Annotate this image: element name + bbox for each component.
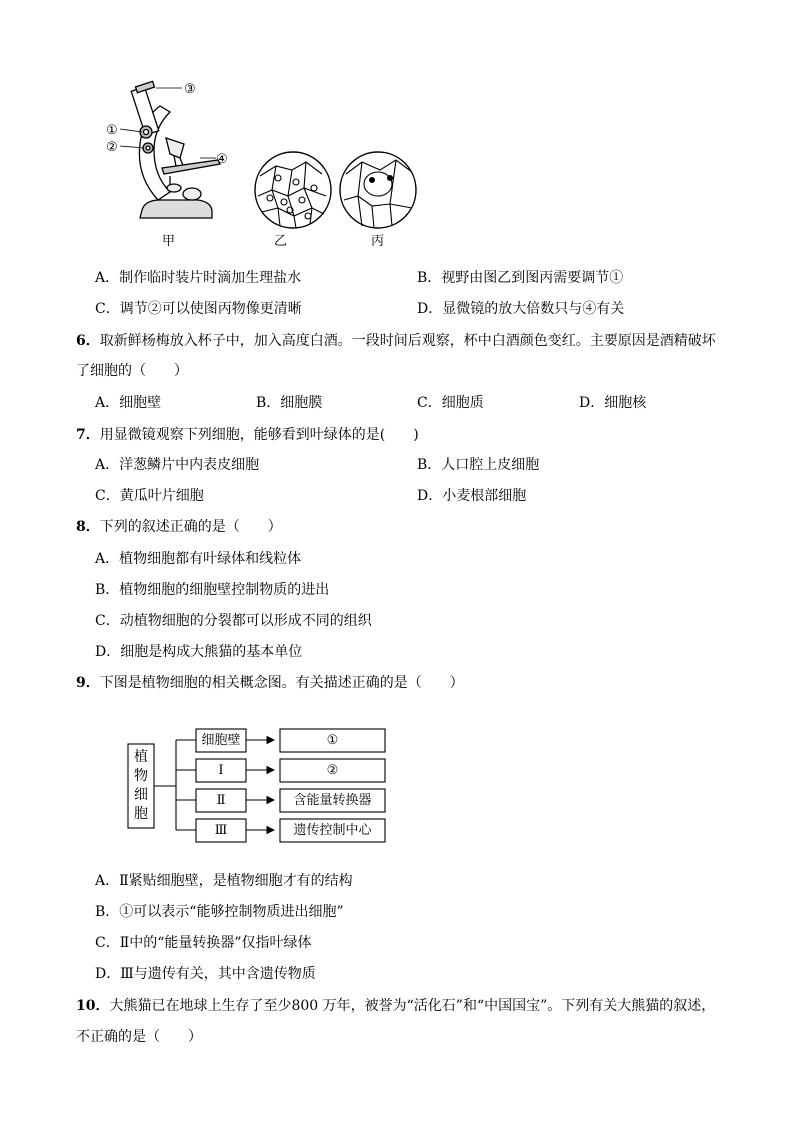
row1-right: ① [326, 733, 339, 748]
caption-yi: 乙 [274, 234, 288, 249]
q6-option-a[interactable]: A．细胞壁 [95, 395, 162, 411]
fig-label-4: ④ [216, 152, 228, 167]
cell-view-bing [340, 152, 416, 228]
q7-option-d[interactable]: D．小麦根部细胞 [417, 488, 527, 504]
q8-number: 8． [76, 519, 100, 535]
q7-stem-line [76, 425, 419, 445]
q7-option-a[interactable]: A．洋葱鳞片中内表皮细胞 [95, 457, 260, 473]
fig-label-2: ② [106, 140, 118, 155]
q5-option-c[interactable]: C．调节②可以使图丙物像更清晰 [95, 301, 302, 317]
q9-stem-line [76, 673, 464, 693]
q6-stem-1: 取新鲜杨梅放入杯子中，加入高度白酒。一段时间后观察，杯中白酒颜色变红。主要原因是酒精破坏 [99, 333, 716, 349]
row3-left: Ⅱ [216, 793, 226, 808]
cell-view-yi [255, 152, 331, 228]
q5-option-b[interactable]: B．视野由图乙到图丙需要调节① [417, 270, 624, 286]
microscope-icon [120, 81, 220, 218]
fig-label-1: ① [106, 123, 118, 138]
q8-option-c[interactable]: C．动植物细胞的分裂都可以形成不同的组织 [95, 613, 372, 629]
q6-number: 6． [76, 333, 100, 349]
q9-number: 9． [76, 675, 100, 691]
row4-right: 遗传控制中心 [293, 823, 372, 838]
q10-stem-line1 [76, 996, 715, 1016]
caption-bing: 丙 [371, 234, 385, 249]
q8-option-a[interactable]: A．植物细胞都有叶绿体和线粒体 [95, 551, 302, 567]
q6-option-c[interactable]: C．细胞质 [417, 395, 484, 411]
row3-right: 含能量转换器 [293, 793, 372, 808]
microscope-figure [100, 78, 420, 253]
q5-figure [100, 78, 420, 253]
concept-diagram [124, 726, 394, 850]
q10-stem-2: 不正确的是（ ） [76, 1029, 202, 1045]
q9-option-b[interactable]: B．①可以表示“能够控制物质进出细胞” [95, 904, 344, 920]
q9-option-d[interactable]: D．Ⅲ与遗传有关，其中含遗传物质 [95, 966, 316, 982]
q8-option-b[interactable]: B．植物细胞的细胞壁控制物质的进出 [95, 582, 330, 598]
q5-option-d[interactable]: D．显微镜的放大倍数只与④有关 [417, 301, 625, 317]
q9-stem: 下图是植物细胞的相关概念图。有关描述正确的是（ ） [99, 675, 464, 691]
q6-option-d[interactable]: D．细胞核 [579, 395, 647, 411]
row1-left: 细胞壁 [201, 733, 241, 748]
q7-number: 7． [76, 427, 100, 443]
q7-option-c[interactable]: C．黄瓜叶片细胞 [95, 488, 204, 504]
q6-option-b[interactable]: B．细胞膜 [256, 395, 323, 411]
q10-number: 10． [76, 998, 110, 1014]
q7-option-b[interactable]: B．人口腔上皮细胞 [417, 457, 540, 473]
q9-option-a[interactable]: A．Ⅱ紧贴细胞壁，是植物细胞才有的结构 [95, 873, 353, 889]
row2-right: ② [326, 763, 339, 778]
q6-stem-line1 [76, 331, 716, 351]
row4-left: Ⅲ [214, 823, 228, 838]
caption-jia: 甲 [162, 234, 176, 249]
q7-stem: 用显微镜观察下列细胞，能够看到叶绿体的是( ) [99, 427, 419, 443]
q8-stem-line [76, 517, 282, 537]
q8-option-d[interactable]: D．细胞是构成大熊猫的基本单位 [95, 644, 303, 660]
root-label: 植物细胞 [134, 749, 148, 822]
row2-left: Ⅰ [218, 763, 224, 778]
q8-stem: 下列的叙述正确的是（ ） [99, 519, 282, 535]
q9-option-c[interactable]: C．Ⅱ中的“能量转换器”仅指叶绿体 [95, 935, 312, 951]
q5-option-a[interactable]: A．制作临时装片时滴加生理盐水 [95, 270, 302, 286]
fig-label-3: ③ [184, 82, 196, 97]
q10-stem-1: 大熊猫已在地球上生存了至少800 万年，被誉为“活化石”和“中国国宝”。下列有关大熊猫的叙述， [109, 998, 716, 1014]
q6-stem-2: 了细胞的（ ） [76, 363, 188, 379]
